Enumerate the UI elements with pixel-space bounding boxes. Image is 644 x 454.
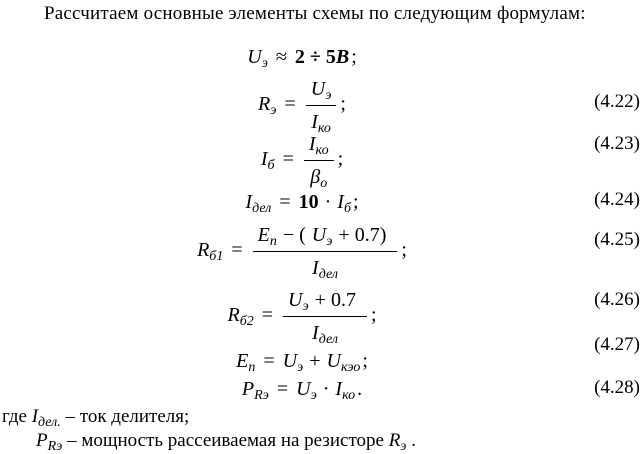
plus-sign: + — [309, 350, 321, 372]
equation-number-4-25: (4.25) — [594, 229, 640, 250]
symbol-I: I — [245, 191, 253, 213]
equation-4-26 — [0, 287, 604, 346]
symbol-R: R — [258, 93, 271, 116]
symbol-P: P — [241, 378, 255, 400]
legend-line-power: $P_{Rэ}$ – мощность рассеиваемая на резисторе $R_э$ . — [36, 430, 416, 454]
symbol-beta: β — [310, 166, 321, 188]
symbol-I: I — [260, 148, 268, 171]
equation-4-27 — [0, 350, 604, 373]
symbol-E: E — [257, 224, 270, 246]
symbol-U: U — [296, 378, 311, 400]
subscript: э — [261, 56, 268, 71]
symbol-U: U — [282, 350, 298, 372]
equation-4-23 — [0, 131, 604, 190]
equals-sign: = — [284, 93, 296, 116]
symbol-U: U — [311, 224, 327, 246]
symbol-I: I — [335, 378, 343, 400]
equation-number-4-26: (4.26) — [594, 289, 640, 310]
symbol-I: I — [337, 191, 344, 213]
coefficient: 10 — [298, 191, 319, 213]
equation-number-4-23: (4.23) — [594, 133, 640, 154]
formula: $E_п = U_э + U_{кэо}$ ; — [236, 350, 368, 375]
symbol-I: I — [31, 406, 39, 427]
symbol-E: E — [236, 350, 249, 372]
equation-number-4-28: (4.28) — [594, 377, 640, 398]
equals-sign: = — [282, 148, 294, 171]
formula: $R_{б2}$ = $\frac{U_э + 0.7}{I_{дел}}$ ; — [227, 289, 377, 347]
equation-4-24 — [0, 191, 604, 214]
equation-4-22 — [0, 76, 604, 135]
intro-text: Рассчитаем основные элементы схемы по следующим формулам: — [44, 3, 586, 24]
symbol-U: U — [247, 46, 262, 68]
symbol-R: R — [197, 239, 210, 262]
symbol-P: P — [36, 430, 48, 451]
symbol-R: R — [227, 304, 240, 327]
fraction: $\frac{U_э + 0.7}{I_{дел}}$ — [283, 287, 367, 346]
symbol-U: U — [326, 350, 341, 372]
unit-volts: В — [335, 46, 350, 68]
fraction: $\frac{U_э}{I_{ко}}$ — [306, 76, 337, 135]
minus-paren: − ( — [282, 224, 306, 246]
symbol-U: U — [288, 289, 303, 311]
equals-sign: = — [231, 239, 243, 262]
value-range: 2 ÷ 5 — [294, 46, 336, 68]
multiply-dot: · — [322, 378, 330, 400]
formula: $I_{дел} = 10 \cdot I_б$ ; — [245, 191, 359, 216]
formula: $U_э \approx 2 \div 5В$ ; — [247, 46, 357, 71]
equation-4-28 — [0, 378, 604, 401]
formula: $R_{б1}$ = $\frac{E_п - ( U_э + 0.7)}{I_{дел}}$ ; — [197, 224, 407, 282]
equals-sign: = — [263, 350, 275, 372]
legend-line-divider-current: где $I_{дел.}$ – ток делителя; — [2, 406, 190, 430]
equation-number-4-24: (4.24) — [594, 189, 640, 210]
formula: $R_э$ = $\frac{U_э}{I_{ко}}$ ; — [258, 78, 346, 136]
equals-sign: = — [276, 378, 289, 400]
fraction: $\frac{I_{ко}}{\beta_о}$ — [304, 131, 334, 190]
equation-number-4-22: (4.22) — [594, 91, 640, 112]
plus-const: + 0.7) — [338, 224, 387, 246]
equation-4-25 — [0, 222, 604, 281]
symbol-R: R — [388, 430, 401, 451]
fraction: $\frac{E_п - ( U_э + 0.7)}{I_{дел}}$ — [253, 222, 398, 281]
approx-sign: ≈ — [275, 46, 287, 68]
formula: $I_б$ = $\frac{I_{ко}}{\beta_о}$ ; — [260, 133, 344, 191]
plus-const: + 0.7 — [314, 289, 356, 311]
equation-number-4-27: (4.27) — [594, 334, 640, 355]
formula: $P_{Rэ} = U_э \cdot I_{ко}$ . — [241, 378, 363, 403]
equals-sign: = — [261, 304, 274, 327]
equals-sign: = — [279, 191, 291, 213]
multiply-dot: · — [324, 191, 332, 213]
equation-ue-approx — [0, 46, 604, 69]
